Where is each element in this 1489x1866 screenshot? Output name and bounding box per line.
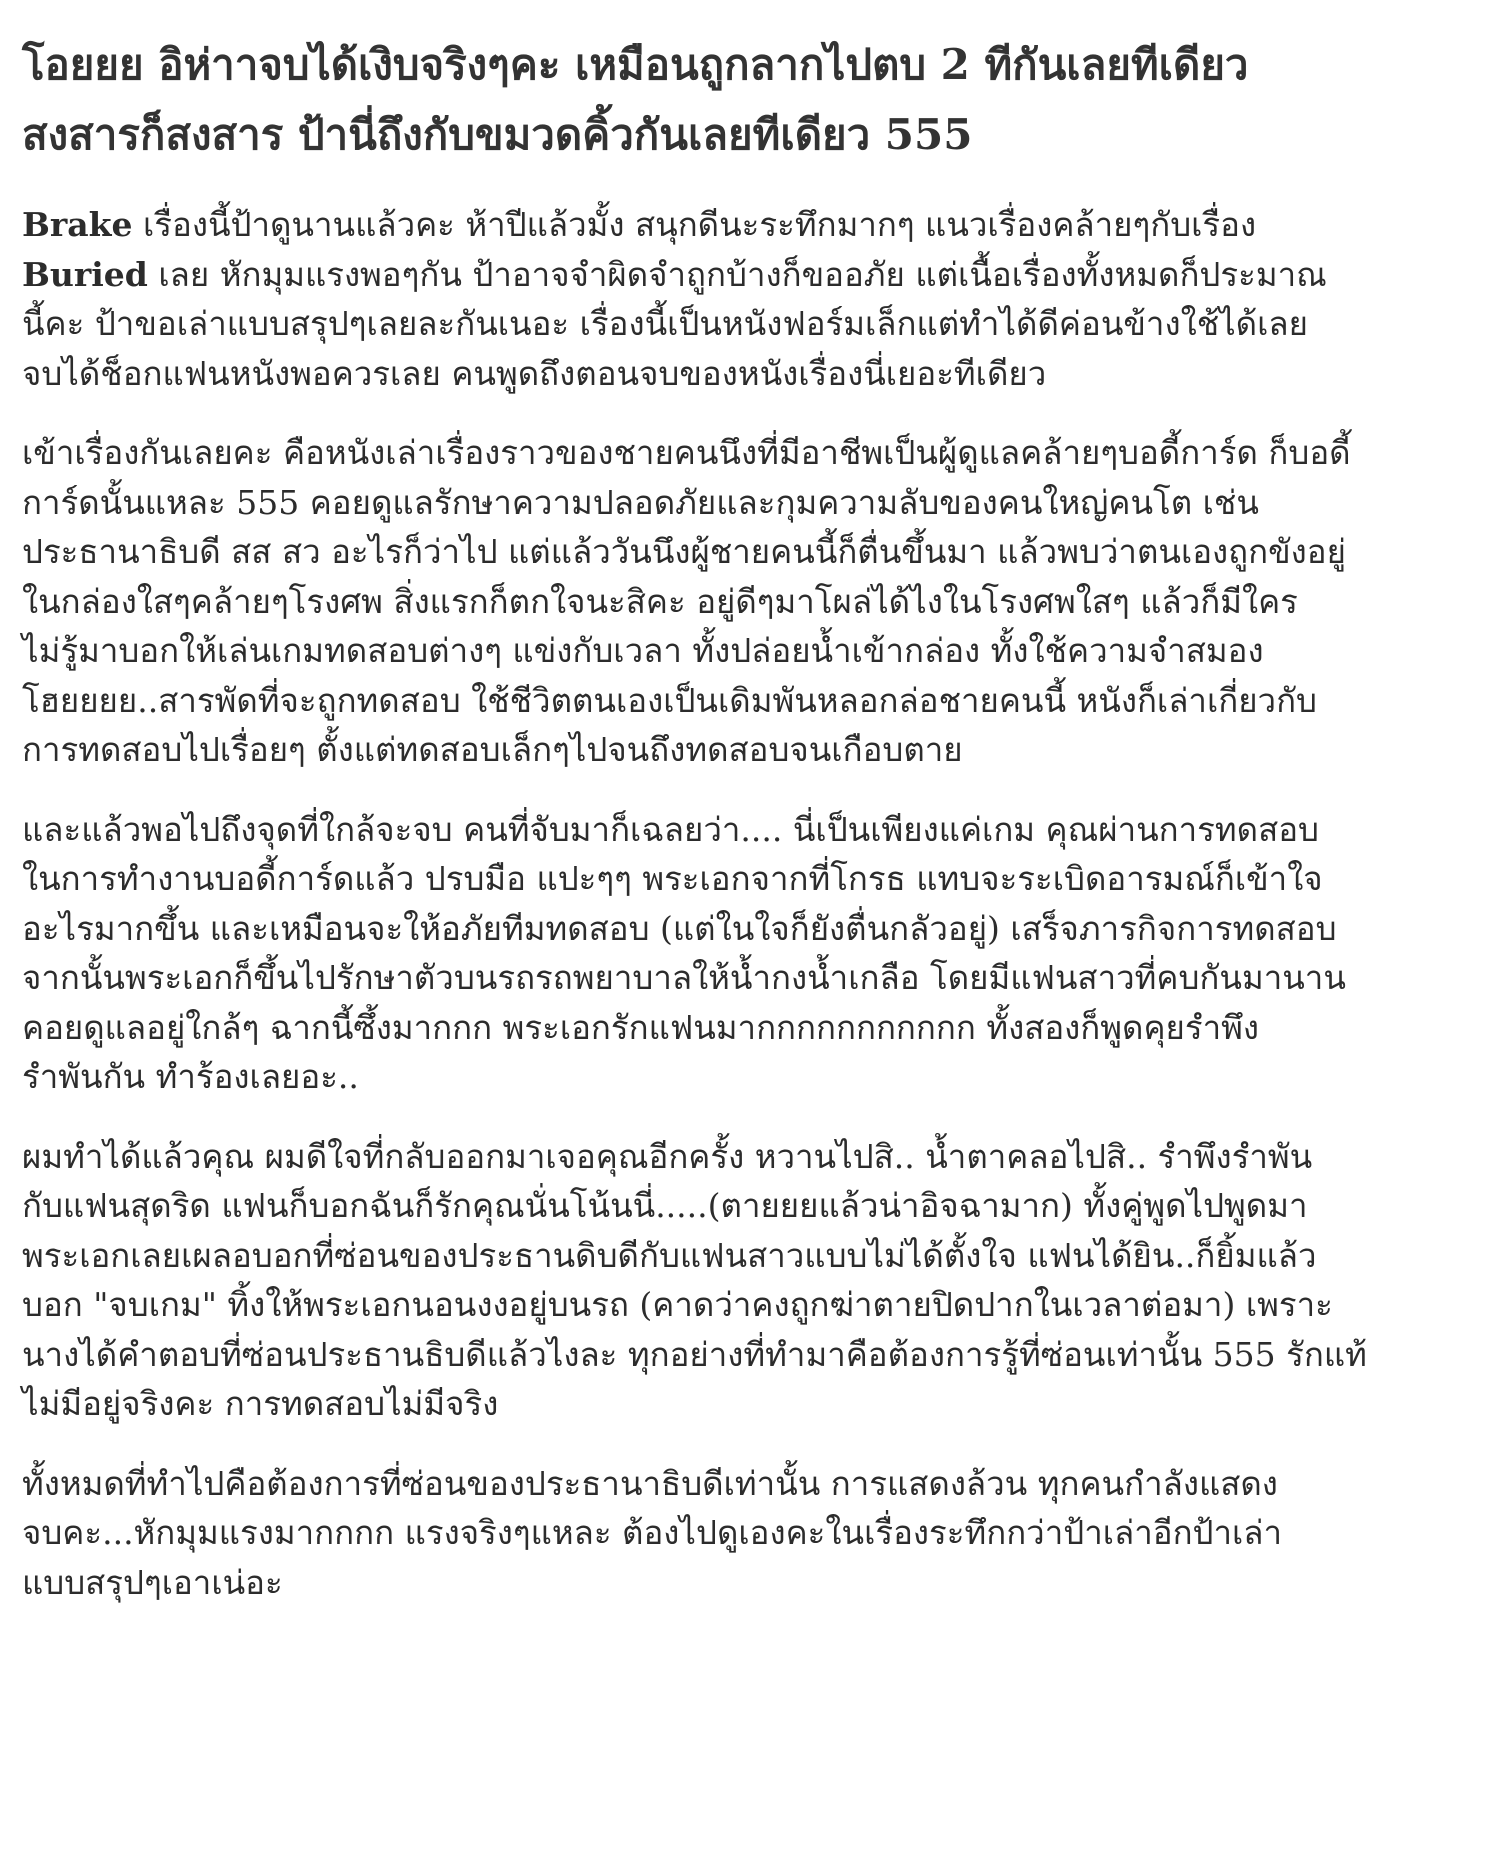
paragraph-plot — [22, 428, 1472, 775]
article-title — [22, 30, 1472, 170]
paragraph-intro — [22, 200, 1472, 398]
text-line: Buried เลย หักมุมแรงพอๆกัน ป้าอาจจำผิดจำถูกบ้างก็ขออภัย แต่เนื้อเรื่องทั้งหมดก็ประมาณ — [22, 254, 1327, 294]
text-line: จบคะ...หักมุมแรงมากกกก แรงจริงๆแหละ ต้องไปดูเองคะในเรื่องระทึกกว่าป้าเล่าอีกป้าเล่า — [22, 1513, 1283, 1552]
paragraph-ending — [22, 1132, 1472, 1429]
text-line: จบได้ช็อกแฟนหนังพอควรเลย คนพูดถึงตอนจบของหนังเรื่องนี่เยอะทีเดียว — [22, 353, 1047, 393]
text-line: อะไรมากขึ้น และเหมือนจะให้อภัยทีมทดสอบ (แต่ในใจก็ยังตื่นกลัวอยู่) เสร็จภารกิจการทดสอบ — [22, 908, 1337, 948]
text-line: ในการทำงานบอดี้การ์ดแล้ว ปรบมือ แปะๆๆ พระเอกจากที่โกรธ แทบจะระเบิดอารมณ์ก็เข้าใจ — [22, 859, 1323, 898]
text-line: ในกล่องใสๆคล้ายๆโรงศพ สิ่งแรกก็ตกใจนะสิคะ อยู่ดีๆมาโผล่ได้ไงในโรงศพใสๆ แล้วก็มีใคร — [22, 581, 1298, 621]
text-line: ไม่รู้มาบอกให้เล่นเกมทดสอบต่างๆ แข่งกับเวลา ทั้งปล่อยน้ำเข้ากล่อง ทั้งใช้ความจำสมอง — [22, 631, 1264, 670]
text-line: รำพันกัน ทำร้องเลยอะ.. — [22, 1057, 359, 1096]
movie-title-buried: Buried — [22, 254, 148, 294]
text-line: เข้าเรื่องกันเลยคะ คือหนังเล่าเรื่องราวของชายคนนึงที่มีอาชีพเป็นผู้ดูแลคล้ายๆบอดี้การ์ด ก็บอดี้ — [22, 433, 1351, 472]
paragraph-conclusion — [22, 1459, 1472, 1608]
title-line: โอยยย อิห่าาจบได้เงิบจริงๆคะ เหมือนถูกลากไปตบ 2 ทีกันเลยทีเดียว — [22, 40, 1249, 89]
text-line: ทั้งหมดที่ทำไปคือต้องการที่ซ่อนของประธานาธิบดีเท่านั้น การแสดงล้วน ทุกคนกำลังแสดง — [22, 1463, 1278, 1503]
paragraph-twist — [22, 805, 1472, 1102]
article — [22, 30, 1472, 1637]
movie-title-brake: Brake — [22, 205, 133, 244]
text-line: และแล้วพอไปถึงจุดที่ใกล้จะจบ คนที่จับมาก็เฉลยว่า.... นี่เป็นเพียงแค่เกม คุณผ่านการทดสอบ — [22, 809, 1319, 849]
text-line: การ์ดนั้นแหละ 555 คอยดูแลรักษาความปลอดภัยและกุมความลับของคนใหญ่คนโต เช่น — [22, 482, 1259, 522]
text-line: แบบสรุปๆเอาเน่อะ — [22, 1562, 283, 1602]
title-line: สงสารก็สงสาร ป้านี่ถึงกับขมวดคิ้วกันเลยทีเดียว 555 — [22, 110, 973, 159]
text-line: นี้คะ ป้าขอเล่าแบบสรุปๆเลยละกันเนอะ เรื่องนี้เป็นหนังฟอร์มเล็กแต่ทำได้ดีค่อนข้างใช้ได้เลย — [22, 304, 1308, 343]
text-line: ไม่มีอยู่จริงคะ การทดสอบไม่มีจริง — [22, 1384, 499, 1423]
text-line: คอยดูแลอยู่ใกล้ๆ ฉากนี้ซึ้งมากกก พระเอกรักแฟนมากกกกกกกกกกก ทั้งสองก็พูดคุยรำพึง — [22, 1007, 1259, 1047]
text-line: โฮยยยย..สารพัดที่จะถูกทดสอบ ใช้ชีวิตตนเองเป็นเดิมพันหลอกล่อชายคนนี้ หนังก็เล่าเกี่ยวกับ — [22, 680, 1318, 720]
text-line: การทดสอบไปเรื่อยๆ ตั้งแต่ทดสอบเล็กๆไปจนถึงทดสอบจนเกือบตาย — [22, 730, 963, 769]
text-line: Brake เรื่องนี้ป้าดูนานแล้วคะ ห้าปีแล้วมั้ง สนุกดีนะระทึกมากๆ แนวเรื่องคล้ายๆกับเรื่อง — [22, 205, 1257, 244]
text-line: ผมทำได้แล้วคุณ ผมดีใจที่กลับออกมาเจอคุณอีกครั้ง หวานไปสิ.. น้ำตาคลอไปสิ.. รำพึงรำพัน — [22, 1136, 1313, 1176]
text-line: บอก "จบเกม" ทิ้งให้พระเอกนอนงงอยู่บนรถ (คาดว่าคงถูกฆ่าตายปิดปากในเวลาต่อมา) เพราะ — [22, 1285, 1333, 1324]
text-line: พระเอกเลยเผลอบอกที่ซ่อนของประธานดิบดีกับแฟนสาวแบบไม่ได้ตั้งใจ แฟนได้ยิน..ก็ยิ้มแล้ว — [22, 1235, 1317, 1275]
text-line: ประธานาธิบดี สส สว อะไรก็ว่าไป แต่แล้ววันนึงผู้ชายคนนี้ก็ตื่นขึ้นมา แล้วพบว่าตนเองถูกขังอยู่ — [22, 532, 1346, 571]
text-line: นางได้คำตอบที่ซ่อนประธานธิบดีแล้วไงละ ทุกอย่างที่ทำมาคือต้องการรู้ที่ซ่อนเท่านั้น 555 รักแท้ — [22, 1334, 1367, 1374]
text-line: กับแฟนสุดริด แฟนก็บอกฉันก็รักคุณนั่นโน้นนี่.....(ตายยยแล้วน่าอิจฉามาก) ทั้งคู่พูดไปพูดมา — [22, 1186, 1308, 1225]
text-line: จากนั้นพระเอกก็ขึ้นไปรักษาตัวบนรถรถพยาบาลให้น้ำกงน้ำเกลือ โดยมีแฟนสาวที่คบกันมานาน — [22, 958, 1346, 997]
